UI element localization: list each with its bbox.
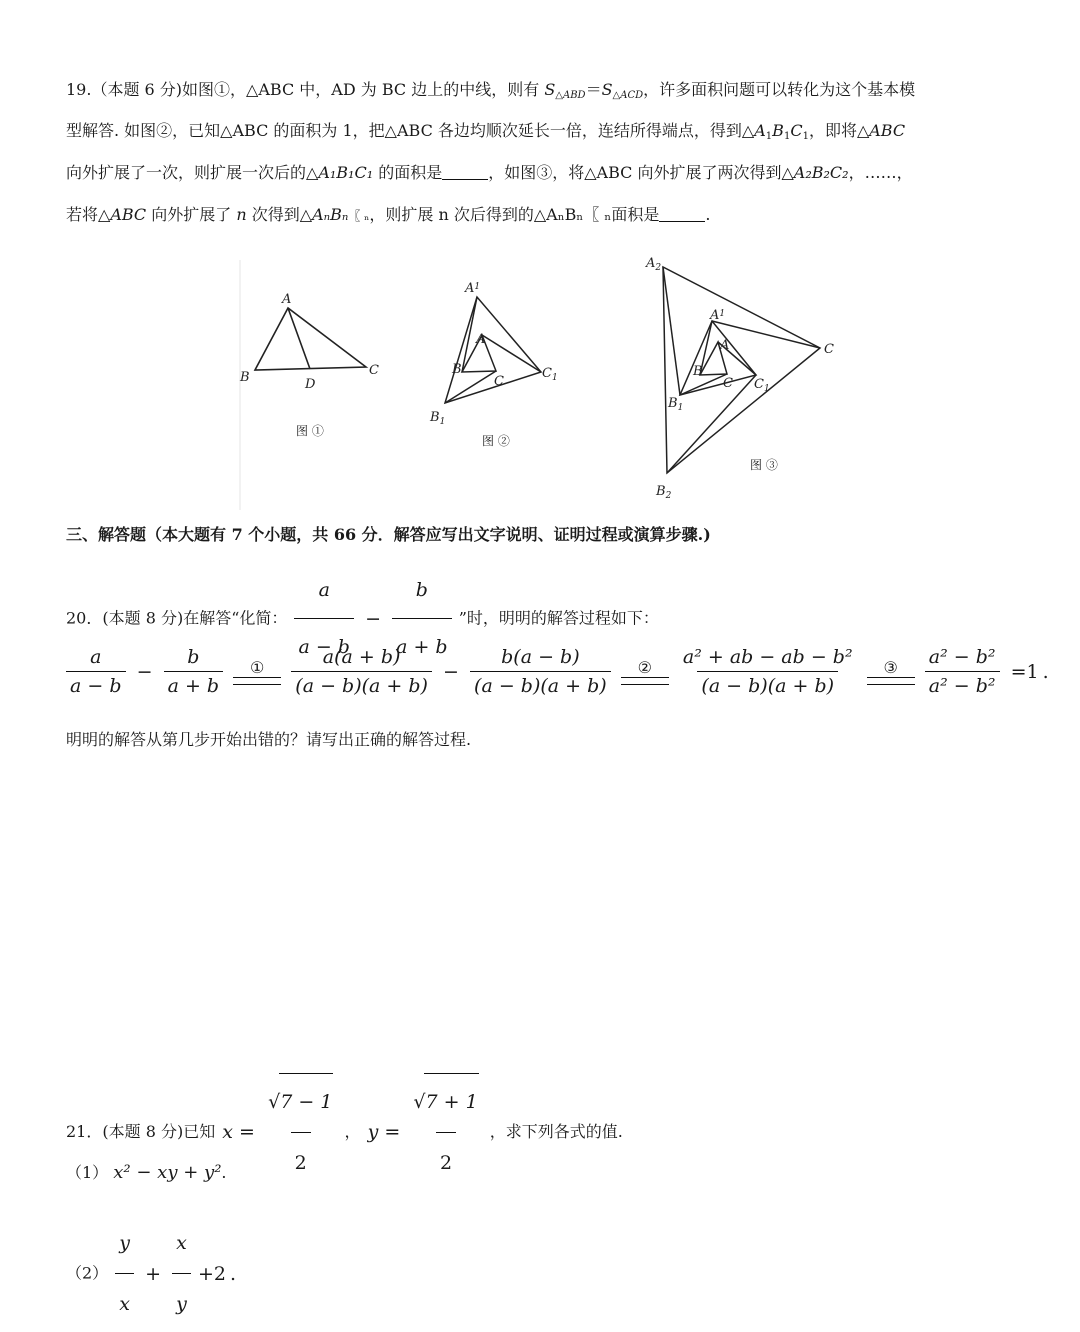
radical-sign: √ (268, 1091, 281, 1113)
period: . (229, 1262, 237, 1285)
q19-text: ，如图③，将△ABC 向外扩展了两次得到△ (488, 163, 794, 182)
triangle-name: ABC (110, 205, 147, 224)
equals-sign: ＝ (585, 80, 602, 99)
step-marker: ② (637, 657, 652, 677)
numerator: b(a − b) (501, 646, 580, 668)
minus-sign: − (136, 660, 153, 683)
q20-solution (64, 645, 1053, 698)
q20-text: 20．(本题 8 分)在解答“化简： (66, 608, 288, 628)
denominator: x (115, 1273, 134, 1332)
step-marker: ① (250, 657, 265, 677)
q19-line-1 (66, 78, 915, 108)
garbled-glyph: 〖 ₙ (348, 209, 370, 223)
numerator: b (187, 646, 200, 668)
label-a: A (720, 338, 730, 353)
q19-line-3 (66, 161, 913, 185)
minus-sign: − (365, 607, 381, 630)
label-b: B (240, 370, 250, 385)
part-label: （2） (66, 1263, 109, 1283)
extension-line (462, 297, 477, 372)
q21-text: 21．(本题 8 分)已知 (66, 1122, 216, 1141)
q19-line-4 (66, 203, 710, 228)
triangle-a1b1c1 (445, 297, 541, 403)
numerator: a (90, 646, 102, 668)
period: . (1042, 660, 1049, 683)
q19-text: 型解答. 如图②，已知△ABC 的面积为 1，把△ABC 各边均顺次延长一倍，连结所得端点，得到△ (66, 121, 755, 140)
q19-text: 向外扩展了 (146, 205, 237, 224)
subscript: 1 (802, 131, 809, 142)
label-b1: $B_1$ (430, 410, 446, 427)
fraction (66, 645, 126, 698)
figure-3 (663, 267, 820, 473)
denominator: (a − b)(a + b) (470, 671, 611, 698)
part-label: （1） (66, 1163, 109, 1182)
q19-text: 若将△ (66, 205, 111, 224)
numerator: a (318, 579, 330, 601)
triangle-name: AₙBₙ (312, 205, 349, 224)
denominator: a + b (164, 671, 224, 698)
denominator: a − b (66, 671, 126, 698)
vertex-label: C (790, 121, 803, 140)
numerator: b (415, 579, 428, 601)
denominator: y (172, 1273, 191, 1332)
denominator: a² − b² (925, 671, 1000, 698)
double-bar (867, 677, 915, 685)
label-b: B (452, 362, 462, 377)
triangle-name: A₂B₂C₂ (793, 163, 849, 182)
figure-2-caption: 图 ② (482, 434, 510, 448)
label-a: A (476, 332, 486, 347)
figure-1-caption: 图 ① (296, 424, 324, 438)
label-c: C (494, 374, 504, 389)
denominator: (a − b)(a + b) (697, 671, 838, 698)
step-3-equals (867, 659, 915, 685)
radical-sign: √ (413, 1091, 426, 1113)
q19-text: 次得到△ (246, 205, 313, 224)
q19-text: 19.（本题 6 分)如图①，△ABC 中，AD 为 BC 边上的中线，则有 (66, 80, 545, 99)
extension-line (667, 375, 756, 473)
y-variable: y = (367, 1121, 401, 1143)
q21-part-1 (66, 1161, 227, 1185)
q19-line-2 (66, 119, 905, 149)
q19-text: 的面积是 (373, 163, 443, 182)
expression: x² − xy + y² (113, 1162, 222, 1183)
q19-text: ，……， (848, 163, 913, 182)
fraction (172, 1215, 191, 1332)
label-b: B (693, 364, 703, 379)
numerator: a² − b² (928, 646, 996, 668)
numerator: y (119, 1232, 131, 1254)
triangle-a1b1c1 (680, 321, 756, 395)
q21-text: ，求下列各式的值. (489, 1122, 623, 1141)
denominator: (a − b)(a + b) (291, 671, 432, 698)
triangle-a2b2c2 (663, 267, 820, 473)
area-subscript: △ABD (555, 90, 586, 101)
answer-blank-1[interactable] (442, 163, 488, 180)
fraction (115, 1215, 134, 1332)
area-symbol: S (601, 80, 613, 99)
area-subscript: △ACD (612, 90, 644, 101)
label-b1: $B_1$ (668, 396, 684, 413)
denominator: a + b (392, 618, 452, 673)
fraction-y (409, 1073, 482, 1191)
section-3-heading: 三、解答题（本大题有 7 个小题，共 66 分．解答应写出文字说明、证明过程或演算步骤.) (66, 525, 711, 544)
label-d: D (305, 377, 316, 392)
label-b2: $B_2$ (656, 484, 672, 501)
variable-n: n (236, 205, 247, 224)
equals-one: =1 (1010, 660, 1039, 683)
q19-text: ，许多面积问题可以转化为这个基本模 (643, 80, 916, 99)
comma: ， (344, 1122, 361, 1141)
fraction-x (264, 1073, 337, 1191)
period: . (705, 205, 711, 224)
radicand: 7 + 1 (424, 1073, 478, 1130)
denominator: 2 (291, 1132, 311, 1191)
q20-text: ”时，明明的解答过程如下： (458, 608, 659, 628)
plus-sign: + (145, 1262, 162, 1285)
label-c1: $C_1$ (542, 366, 558, 383)
fraction (925, 645, 1000, 698)
numerator: a(a + b) (322, 646, 401, 668)
numerator (264, 1073, 337, 1132)
q20-question: 明明的解答从第几步开始出错的？请写出正确的解答过程. (66, 730, 472, 749)
label-c1: $C_1$ (754, 377, 770, 394)
step-marker: ③ (883, 657, 898, 677)
subscript: 1 (783, 131, 791, 142)
fraction (679, 645, 857, 698)
label-c: C (369, 363, 379, 378)
denominator: 2 (436, 1132, 456, 1191)
label-a2: $A_2$ (646, 256, 662, 273)
numerator: a² + ab − ab − b² (682, 646, 853, 668)
extension-line (482, 335, 541, 372)
label-a1: $A^1$ (465, 281, 481, 296)
denominator: a − b (294, 618, 354, 673)
numerator (409, 1073, 482, 1132)
fraction (470, 645, 611, 698)
period: . (221, 1163, 227, 1182)
triangle-abc (255, 308, 366, 370)
answer-blank-2[interactable] (659, 205, 705, 222)
label-c: C (723, 376, 733, 391)
fraction (164, 645, 224, 698)
x-variable: x = (222, 1121, 255, 1143)
double-bar (233, 677, 281, 685)
triangle-name: ABC (869, 121, 906, 140)
vertex-label: B (772, 121, 784, 140)
triangle-name: A₁B₁C₁ (318, 163, 374, 182)
radicand: 7 − 1 (279, 1073, 333, 1130)
fraction (291, 645, 432, 698)
figures-panel (230, 245, 860, 510)
numerator: x (176, 1232, 187, 1254)
figure-3-caption: 图 ③ (750, 458, 778, 472)
figure-2 (445, 297, 541, 403)
q19-text: ，则扩展 n 次后得到的△AₙBₙ〖 ₙ面积是 (369, 205, 660, 224)
figure-1 (255, 308, 366, 370)
label-a: A (282, 292, 292, 307)
vertex-label: A (754, 121, 766, 140)
q19-text: 向外扩展了一次，则扩展一次后的△ (66, 163, 319, 182)
label-a1: $A^1$ (710, 308, 726, 323)
step-1-equals (233, 659, 281, 685)
area-symbol: S (544, 80, 556, 99)
step-2-equals (621, 659, 669, 685)
q19-text: ，即将△ (808, 121, 870, 140)
minus-sign: − (443, 660, 459, 683)
double-bar (621, 677, 669, 685)
plus-two: +2 (197, 1262, 226, 1285)
subscript: 1 (765, 131, 773, 142)
q21-part-2 (66, 1215, 240, 1332)
label-c2: C (824, 342, 834, 357)
